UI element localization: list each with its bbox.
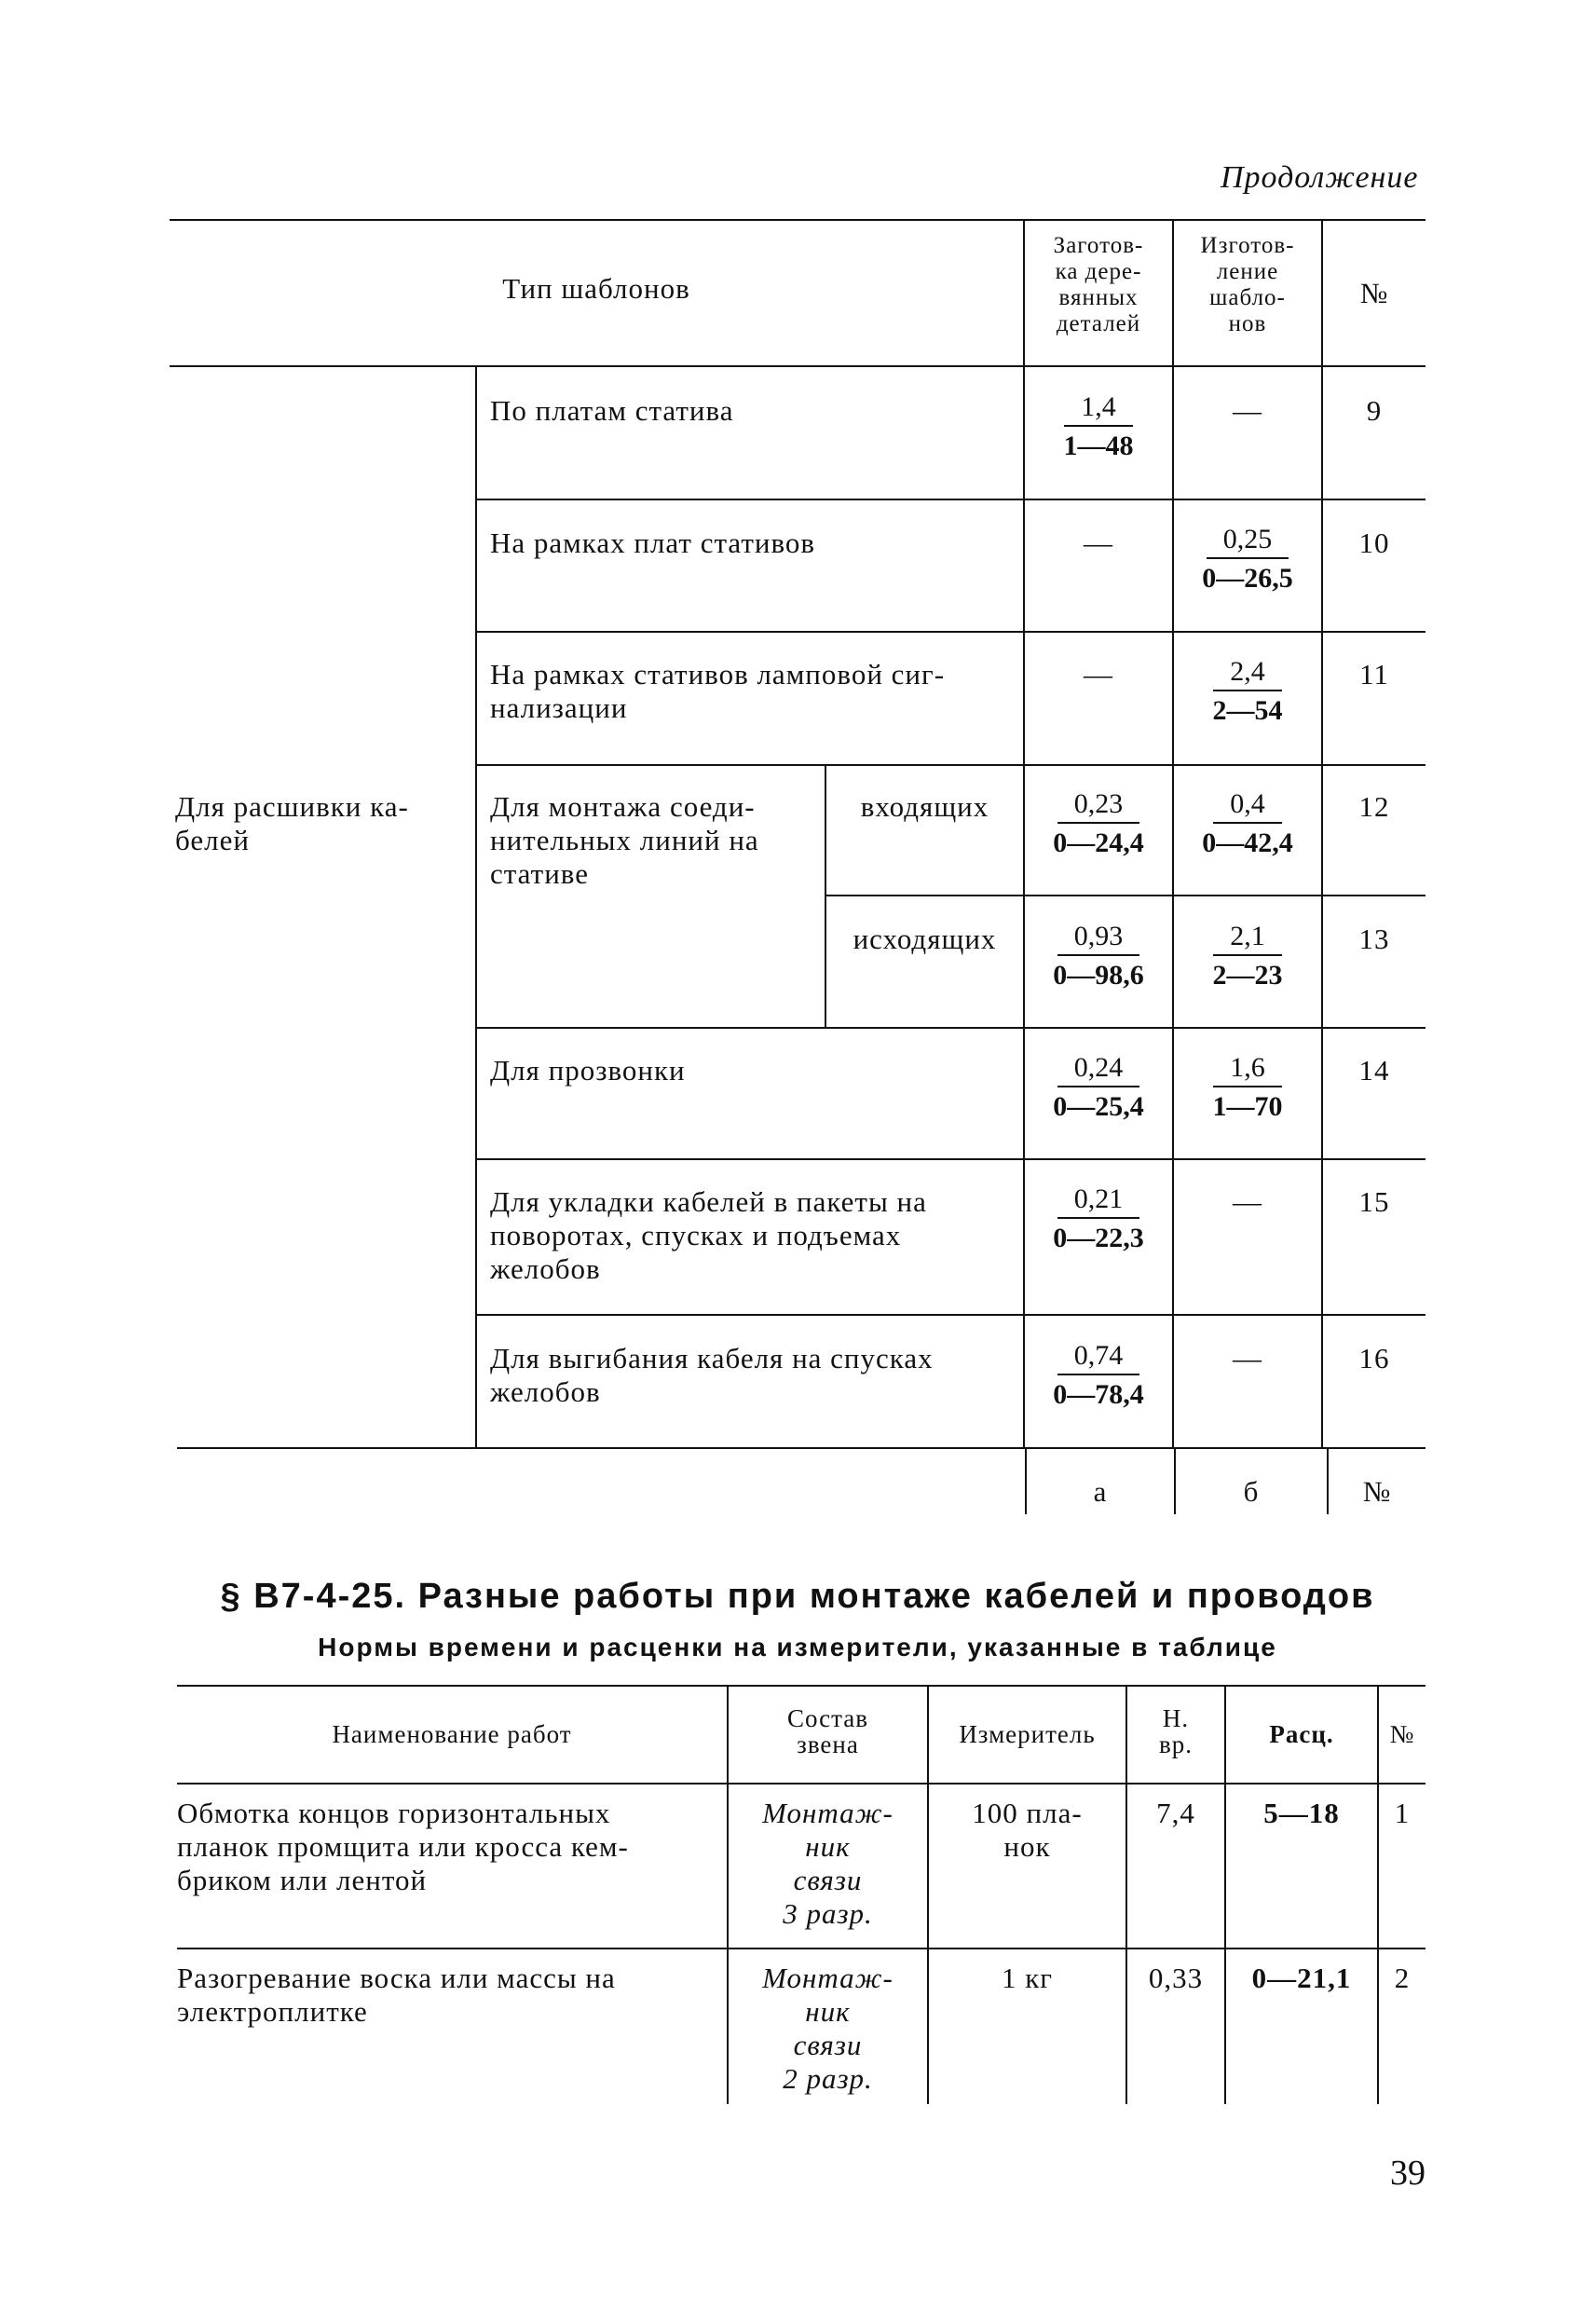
col-divider <box>1224 1685 1226 2104</box>
value-denominator: 1—70 <box>1212 1091 1283 1122</box>
value-dash: — <box>1084 526 1113 559</box>
table1-top-rule <box>170 219 1425 221</box>
row-name: По платам статива <box>490 394 734 427</box>
value-denominator: 1—48 <box>1063 431 1134 461</box>
row-number: 2 <box>1394 1962 1411 1994</box>
value-dash: — <box>1084 658 1113 691</box>
value-numerator: 1,6 <box>1213 1052 1282 1087</box>
table2-header-rule <box>177 1783 1425 1785</box>
norm-value: 0,33 <box>1148 1962 1204 1994</box>
work-name: Обмотка концов горизонтальных планок промщита или кросса кем- бриком или лентой <box>177 1797 629 1896</box>
header-col-a: Заготов- ка дере- вянных деталей <box>1053 233 1144 336</box>
row-subname: входящих <box>860 790 989 823</box>
row-name: Для выгибания кабеля на спусках желобов <box>490 1342 934 1408</box>
col-divider <box>1377 1685 1379 2104</box>
value-fraction <box>1174 921 1321 991</box>
value-fraction <box>1025 1052 1172 1123</box>
value-fraction <box>1025 921 1172 991</box>
section-subtitle: Нормы времени и расценки на измерители, указанные в таблице <box>318 1633 1277 1661</box>
table1-bottom-rule <box>177 1447 1425 1449</box>
row-divider <box>177 1948 1425 1949</box>
row-number: 10 <box>1358 526 1390 559</box>
row-subname: исходящих <box>853 923 997 955</box>
value-numerator: 2,1 <box>1213 921 1282 956</box>
row-number: 13 <box>1358 923 1390 955</box>
value-denominator: 0—25,4 <box>1053 1091 1144 1122</box>
unit-value: 1 кг <box>1001 1962 1054 1994</box>
row-number: 1 <box>1394 1797 1411 1829</box>
value-fraction <box>1174 656 1321 727</box>
footer-col-a: а <box>1093 1475 1108 1508</box>
value-denominator: 0—98,6 <box>1053 960 1144 991</box>
value-dash: — <box>1233 1185 1262 1218</box>
unit-value: 100 пла- нок <box>972 1797 1083 1863</box>
row-number: 9 <box>1366 394 1383 427</box>
value-dash: — <box>1233 1342 1262 1374</box>
work-name: Разогревание воска или массы на электроплитке <box>177 1962 616 2028</box>
header-name: Наименование работ <box>332 1720 572 1748</box>
row-number: 15 <box>1358 1185 1390 1218</box>
value-fraction <box>1025 788 1172 859</box>
row-divider <box>475 1027 1425 1029</box>
value-fraction <box>1025 1340 1172 1411</box>
table2-top-rule <box>177 1685 1425 1687</box>
rate-value: 0—21,1 <box>1251 1962 1352 1994</box>
row-divider <box>475 631 1425 633</box>
value-denominator: 2—23 <box>1212 960 1283 991</box>
value-denominator: 0—78,4 <box>1053 1379 1144 1410</box>
header-rate: Расц. <box>1269 1720 1334 1748</box>
header-col-b: Изготов- ление шабло- нов <box>1200 233 1295 336</box>
value-fraction <box>1174 524 1321 595</box>
value-denominator: 0—22,3 <box>1053 1223 1144 1253</box>
value-numerator: 0,23 <box>1057 788 1140 824</box>
header-crew: Состав звена <box>786 1704 869 1758</box>
group-label: Для расшивки ка- белей <box>175 790 409 856</box>
crew-composition: Монтаж- ник связи 3 разр. <box>762 1797 893 1930</box>
row-number: 12 <box>1358 790 1390 823</box>
value-fraction <box>1174 1052 1321 1123</box>
value-numerator: 1,4 <box>1064 391 1133 427</box>
row-name: На рамках плат стативов <box>490 526 816 559</box>
footer-col-b: б <box>1243 1475 1260 1508</box>
rate-value: 5—18 <box>1263 1797 1340 1829</box>
row-divider <box>825 895 1425 896</box>
row-name: Для прозвонки <box>490 1054 686 1087</box>
value-denominator: 0—26,5 <box>1202 563 1293 594</box>
footer-num: № <box>1362 1475 1392 1508</box>
page-number: 39 <box>1390 2154 1425 2193</box>
value-fraction <box>1174 788 1321 859</box>
value-denominator: 2—54 <box>1212 695 1283 726</box>
value-numerator: 0,25 <box>1207 524 1289 559</box>
row-name: Для укладки кабелей в пакеты на поворотах, спусках и подъемах желобов <box>490 1185 927 1285</box>
value-denominator: 0—42,4 <box>1202 827 1293 858</box>
value-numerator: 0,4 <box>1213 788 1282 824</box>
value-fraction <box>1025 391 1172 462</box>
value-numerator: 0,21 <box>1057 1183 1140 1219</box>
header-num: № <box>1359 277 1389 309</box>
continuation-label: Продолжение <box>1221 160 1419 195</box>
header-type: Тип шаблонов <box>502 272 690 305</box>
col-divider <box>475 365 477 1449</box>
header-norm: Н. вр. <box>1159 1704 1193 1758</box>
value-dash: — <box>1233 394 1262 427</box>
row-name: На рамках стативов ламповой сиг- нализации <box>490 658 946 724</box>
row-divider <box>475 1314 1425 1316</box>
value-numerator: 0,93 <box>1057 921 1140 956</box>
value-numerator: 2,4 <box>1213 656 1282 691</box>
header-num: № <box>1389 1720 1415 1748</box>
row-divider <box>475 1158 1425 1160</box>
crew-composition: Монтаж- ник связи 2 разр. <box>762 1962 893 2095</box>
col-divider <box>927 1685 929 2104</box>
section-title: § В7-4-25. Разные работы при монтаже кабелей и проводов <box>220 1577 1375 1616</box>
value-denominator: 0—24,4 <box>1053 827 1144 858</box>
row-divider <box>475 764 1425 766</box>
row-number: 16 <box>1358 1342 1390 1374</box>
value-numerator: 0,24 <box>1057 1052 1140 1087</box>
row-number: 14 <box>1358 1054 1390 1087</box>
row-number: 11 <box>1359 658 1389 691</box>
header-unit: Измеритель <box>959 1720 1096 1748</box>
table1-header-rule <box>170 365 1425 367</box>
row-name: Для монтажа соеди- нительных линий на стативе <box>490 790 759 890</box>
value-fraction <box>1025 1183 1172 1254</box>
value-numerator: 0,74 <box>1057 1340 1140 1375</box>
row-divider <box>475 499 1425 500</box>
norm-value: 7,4 <box>1156 1797 1195 1829</box>
